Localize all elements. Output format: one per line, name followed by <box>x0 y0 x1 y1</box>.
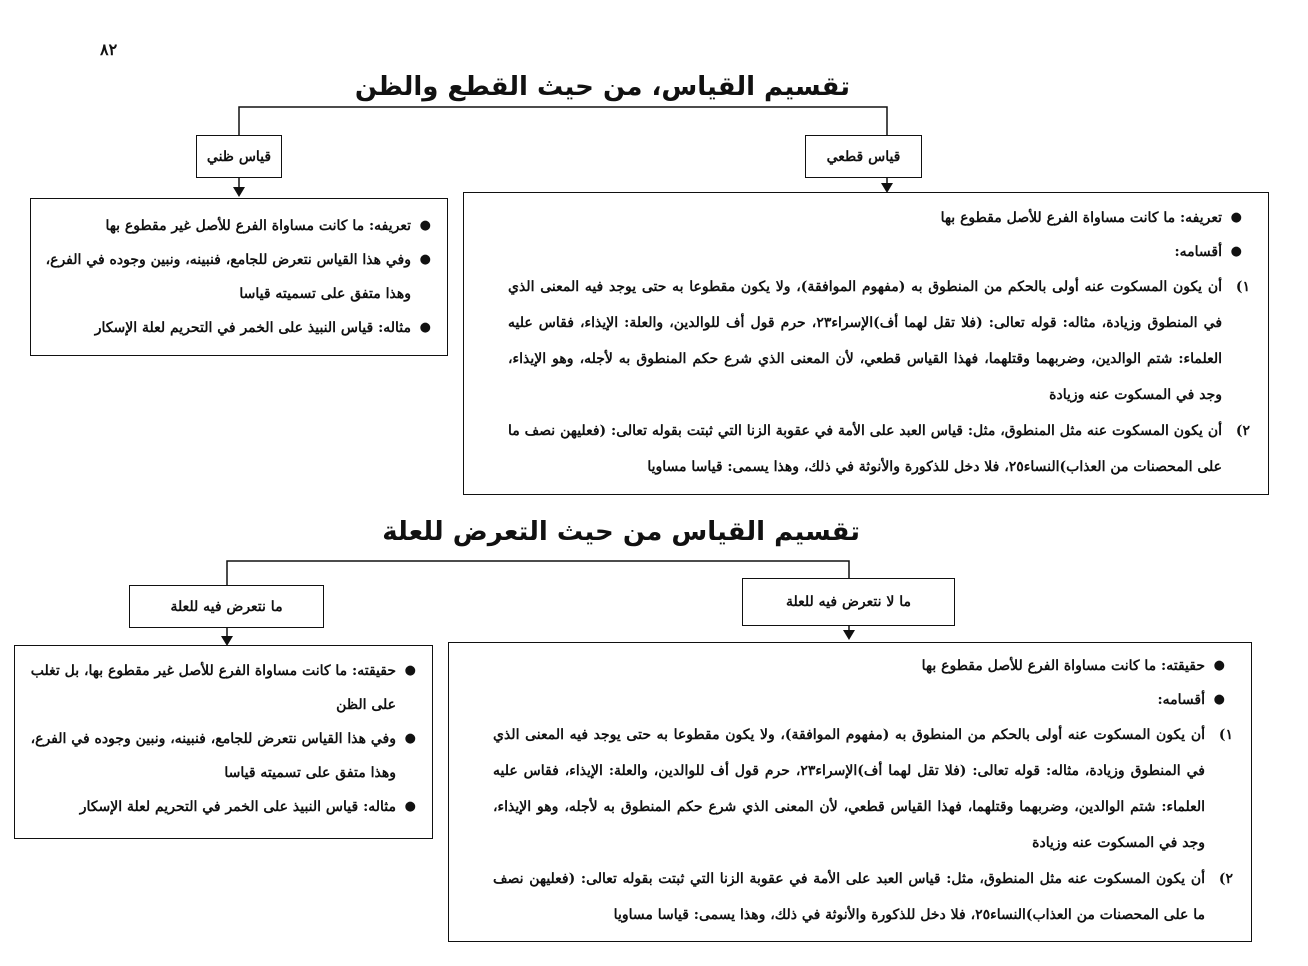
qati-division-item: ٢) أن يكون المسكوت عنه مثل المنطوق، مثل: قياس العبد على الأمة في عقوبة الزنا التي ثبتت بقوله تعالى: (فعليهن نصف ما على المحصنات من العذاب)النساء٢٥، فلا دخل للذكورة والأنوثة في ذلك، وهذا يسمى: قياسا مساويا <box>508 423 1250 475</box>
qati-label-box <box>805 135 922 178</box>
la-taarrud-label-box <box>742 578 955 626</box>
zanni-item: ● مثاله: قياس النبيذ على الخمر في التحريم لعلة الإسكار <box>94 320 431 336</box>
section-2-title: تقسيم القياس من حيث التعرض للعلة <box>382 517 860 547</box>
la-taarrud-divisions-label: ● أقسامه: <box>1157 692 1225 708</box>
taarrud-item: ● وفي هذا القياس نتعرض للجامع، فنبينه، ونبين وجوده في الفرع، وهذا متفق على تسميته قياسا <box>30 731 416 781</box>
zanni-item: ● وفي هذا القياس نتعرض للجامع، فنبينه، ونبين وجوده في الفرع، وهذا متفق على تسميته قياسا <box>45 252 431 302</box>
taarrud-item: ● حقيقته: ما كانت مساواة الفرع للأصل غير مقطوع بها، بل تغلب على الظن <box>30 663 416 713</box>
la-taarrud-division-item: ٢) أن يكون المسكوت عنه مثل المنطوق، مثل: قياس العبد على الأمة في عقوبة الزنا التي ثبتت بقوله تعالى: (فعليهن نصف ما على المحصنات من العذاب)النساء٢٥، فلا دخل للذكورة والأنوثة في ذلك، وهذا يسمى: قياسا مساويا <box>493 871 1233 923</box>
taarrud-box <box>14 645 433 839</box>
la-taarrud-box <box>448 642 1252 942</box>
zanni-item: ● تعريفه: ما كانت مساواة الفرع للأصل غير مقطوع بها <box>105 218 431 234</box>
qati-divisions-label: ● أقسامه: <box>1174 244 1242 260</box>
zanni-label-box <box>196 135 282 178</box>
qati-label: قياس قطعي <box>826 148 901 165</box>
page-number: ٨٢ <box>100 40 118 59</box>
la-taarrud-definition: ● حقيقته: ما كانت مساواة الفرع للأصل مقطوع بها <box>921 658 1225 674</box>
qati-division-item: ١) أن يكون المسكوت عنه أولى بالحكم من المنطوق به (مفهوم الموافقة)، ولا يكون مقطوعا به حتى يوجد فيه المعنى الذي في المنطوق وزيادة، مثاله: قوله تعالى: (فلا تقل لهما أف)الإسراء٢٣، حرم قول أف للوالدين، والعلة: الإيذاء، فقاس عليه العلماء: شتم الوالدين، وضربهما وقتلهما، فهذا القياس قطعي، لأن المعنى الذي شرع حكم المنطوق به لأجله، وهو الإيذاء، وجد في المسكوت عنه وزيادة <box>508 279 1250 403</box>
qati-definition: ● تعريفه: ما كانت مساواة الفرع للأصل مقطوع بها <box>940 210 1242 226</box>
qati-box <box>463 192 1269 495</box>
la-taarrud-division-item: ١) أن يكون المسكوت عنه أولى بالحكم من المنطوق به (مفهوم الموافقة)، ولا يكون مقطوعا به حتى يوجد فيه المعنى الذي في المنطوق وزيادة، مثاله: قوله تعالى: (فلا تقل لهما أف)الإسراء٢٣، حرم قول أف للوالدين، والعلة: الإيذاء، فقاس عليه العلماء: شتم الوالدين، وضربهما وقتلهما، فهذا القياس قطعي، لأن المعنى الذي شرع حكم المنطوق به لأجله، وهو الإيذاء، وجد في المسكوت عنه وزيادة <box>493 727 1233 851</box>
taarrud-label: ما نتعرض فيه للعلة <box>170 598 283 615</box>
zanni-box <box>30 198 448 356</box>
section-1-title: تقسيم القياس، من حيث القطع والظن <box>354 72 850 102</box>
taarrud-item: ● مثاله: قياس النبيذ على الخمر في التحريم لعلة الإسكار <box>79 799 416 815</box>
zanni-label: قياس ظني <box>206 148 272 165</box>
la-taarrud-label: ما لا نتعرض فيه للعلة <box>786 594 911 610</box>
taarrud-label-box <box>129 585 324 628</box>
